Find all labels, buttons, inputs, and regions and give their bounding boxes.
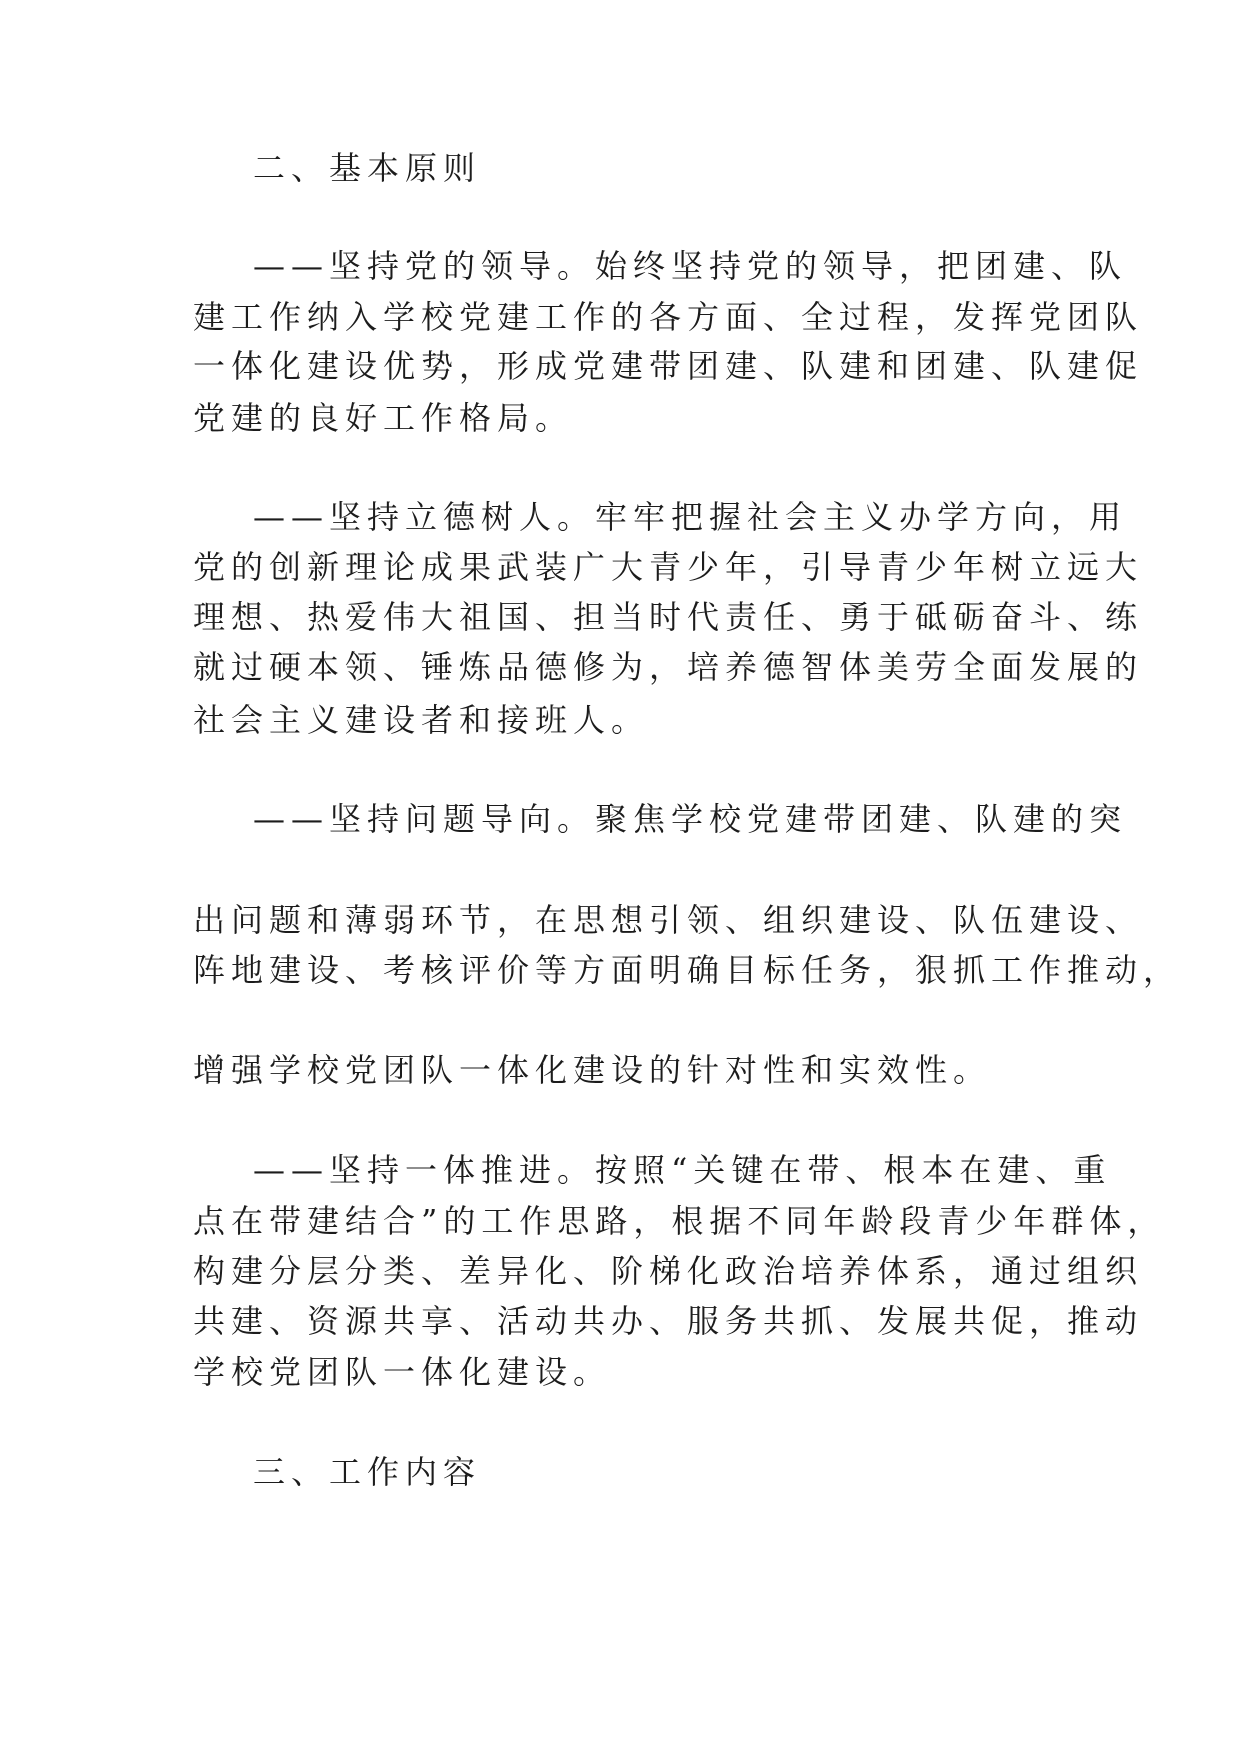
paragraph-line: 共建、资源共享、活动共办、服务共抓、发展共促，推动 xyxy=(193,1302,1144,1340)
paragraph-line: 点在带建结合”的工作思路，根据不同年龄段青少年群体， xyxy=(193,1202,1166,1240)
paragraph-line: 增强学校党团队一体化建设的针对性和实效性。 xyxy=(193,1051,992,1089)
section-heading-basic-principles: 二、基本原则 xyxy=(253,149,482,187)
paragraph-line: ——坚持立德树人。牢牢把握社会主义办学方向，用 xyxy=(253,498,1128,536)
paragraph-line: 就过硬本领、锤炼品德修为，培养德智体美劳全面发展的 xyxy=(193,648,1144,686)
paragraph-line: 学校党团队一体化建设。 xyxy=(193,1353,612,1391)
section-heading-work-content: 三、工作内容 xyxy=(253,1453,482,1491)
paragraph-line: 构建分层分类、差异化、阶梯化政治培养体系，通过组织 xyxy=(193,1252,1144,1290)
paragraph-line: 党的创新理论成果武装广大青少年，引导青少年树立远大 xyxy=(193,548,1144,586)
paragraph-line: 社会主义建设者和接班人。 xyxy=(193,701,650,739)
paragraph-line: 一体化建设优势，形成党建带团建、队建和团建、队建促 xyxy=(193,347,1144,385)
paragraph-line: 党建的良好工作格局。 xyxy=(193,399,574,437)
paragraph-line: ——坚持一体推进。按照“关键在带、根本在建、重 xyxy=(253,1151,1112,1189)
paragraph-line: 阵地建设、考核评价等方面明确目标任务，狠抓工作推动， xyxy=(193,951,1182,989)
paragraph-line: ——坚持党的领导。始终坚持党的领导，把团建、队 xyxy=(253,247,1128,285)
paragraph-line: 理想、热爱伟大祖国、担当时代责任、勇于砥砺奋斗、练 xyxy=(193,598,1144,636)
paragraph-line: 出问题和薄弱环节，在思想引领、组织建设、队伍建设、 xyxy=(193,901,1144,939)
paragraph-line: ——坚持问题导向。聚焦学校党建带团建、队建的突 xyxy=(253,800,1128,838)
paragraph-line: 建工作纳入学校党建工作的各方面、全过程，发挥党团队 xyxy=(193,298,1144,336)
